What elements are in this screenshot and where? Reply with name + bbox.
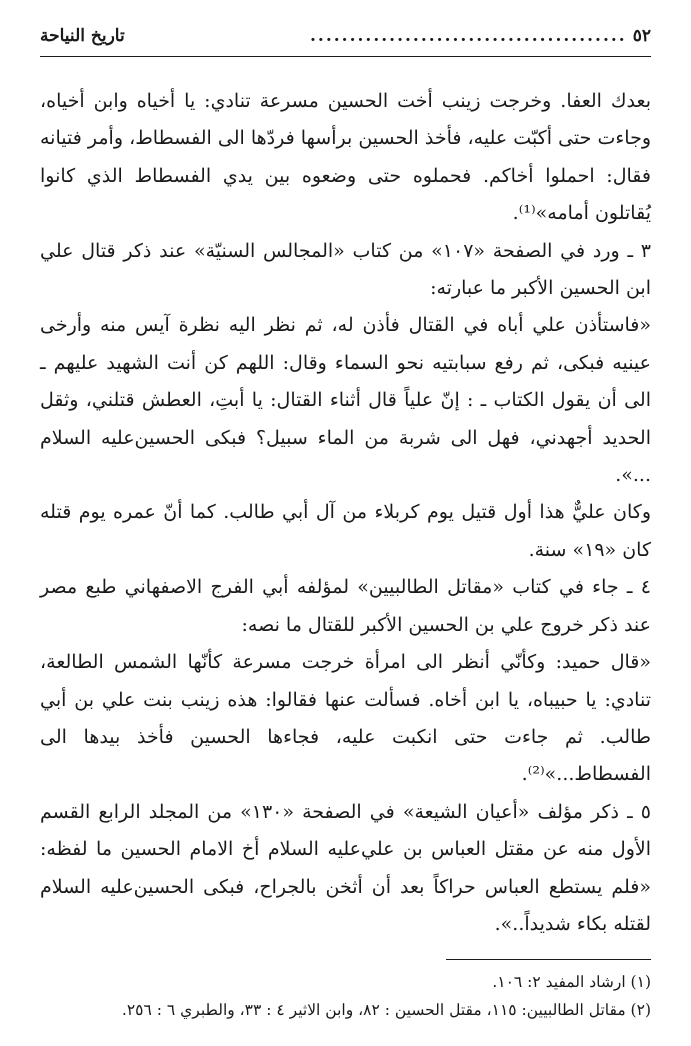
paragraph-3: «فاستأذن علي أباه في القتال فأذن له، ثم نظر اليه نظرة آيس منه وأرخى عينيه فبكى، ثم رفع سبابتيه نحو السماء وقال: اللهم كن أنت الشهيد عليهم ـ الى أن يقول الكتاب ـ : إنّ علياً قال أثناء القتال: يا أبتِ، العطش قتلني، وثقل الحديد أجهدني، فهل الى شربة من الماء سبيل؟ فبكى الحسين‌عليه السلام ...». bbox=[40, 314, 651, 487]
paragraph-5: ٤ ـ جاء في كتاب «مقاتل الطالبيين» لمؤلفه أبي الفرج الاصفهاني طبع مصر عند ذكر خروج علي بن الحسين الأكبر للقتال ما نصه: bbox=[40, 576, 651, 636]
footnotes bbox=[40, 968, 651, 1024]
running-header bbox=[40, 26, 651, 57]
paragraph-7: ٥ ـ ذكر مؤلف «أعيان الشيعة» في الصفحة «١٣٠» من المجلد الرابع القسم الأول منه عن مقتل العباس بن علي‌عليه السلام أخ الامام الحسين ما لفظه: «فلم يستطع العباس حراكاً بعد أن أثخن بالجراح، فبكى الحسين‌عليه السلام لقتله بكاء شديداً..». bbox=[40, 800, 651, 935]
header-leader-dots: ........................................ bbox=[309, 26, 627, 46]
body-text bbox=[40, 83, 651, 943]
footnote-2: (٢) مقاتل الطالبيين: ١١٥، مقتل الحسين : ٨٢، وابن الاثير ٤ : ٣٣، والطبري ٦ : ٢٥٦. bbox=[121, 1001, 651, 1020]
page-number: ٥٢ bbox=[632, 26, 651, 46]
paragraph-2: ٣ ـ ورد في الصفحة «١٠٧» من كتاب «المجالس السنيّة» عند ذكر قتال علي ابن الحسين الأكبر ما عبارته: bbox=[40, 239, 651, 300]
book-page bbox=[40, 26, 651, 1024]
book-title: تاريخ النياحة bbox=[40, 26, 125, 46]
footnote-1: (١) ارشاد المفيد ٢: ١٠٦. bbox=[492, 973, 651, 992]
paragraph-6: «قال حميد: وكأنّي أنظر الى امرأة خرجت مسرعة كأنّها الشمس الطالعة، تنادي: يا حبيباه، يا ابن أخاه. فسألت عنها فقالوا: هذه زينب بنت علي بن أبي طالب. ثم جاءت حتى انكبت عليه، فجاءها الحسين فأخذ بيدها الى الفسطاط...»⁽²⁾. bbox=[40, 651, 651, 786]
footnote-divider bbox=[446, 959, 651, 960]
paragraph-4: وكان عليٌّ هذا أول قتيل يوم كربلاء من آل أبي طالب. كما أنّ عمره يوم قتله كان «١٩» سنة. bbox=[40, 501, 651, 561]
paragraph-1: بعدك العفا. وخرجت زينب أخت الحسين مسرعة تنادي: يا أخياه وابن أخياه، وجاءت حتى أكبّت عليه، فأخذ الحسين برأسها فردّها الى الفسطاط، وأمر فتيانه فقال: احملوا أخاكم. فحملوه حتى وضعوه بين يدي الفسطاط الذي كانوا يُقاتلون أمامه»⁽¹⁾. bbox=[40, 90, 651, 225]
